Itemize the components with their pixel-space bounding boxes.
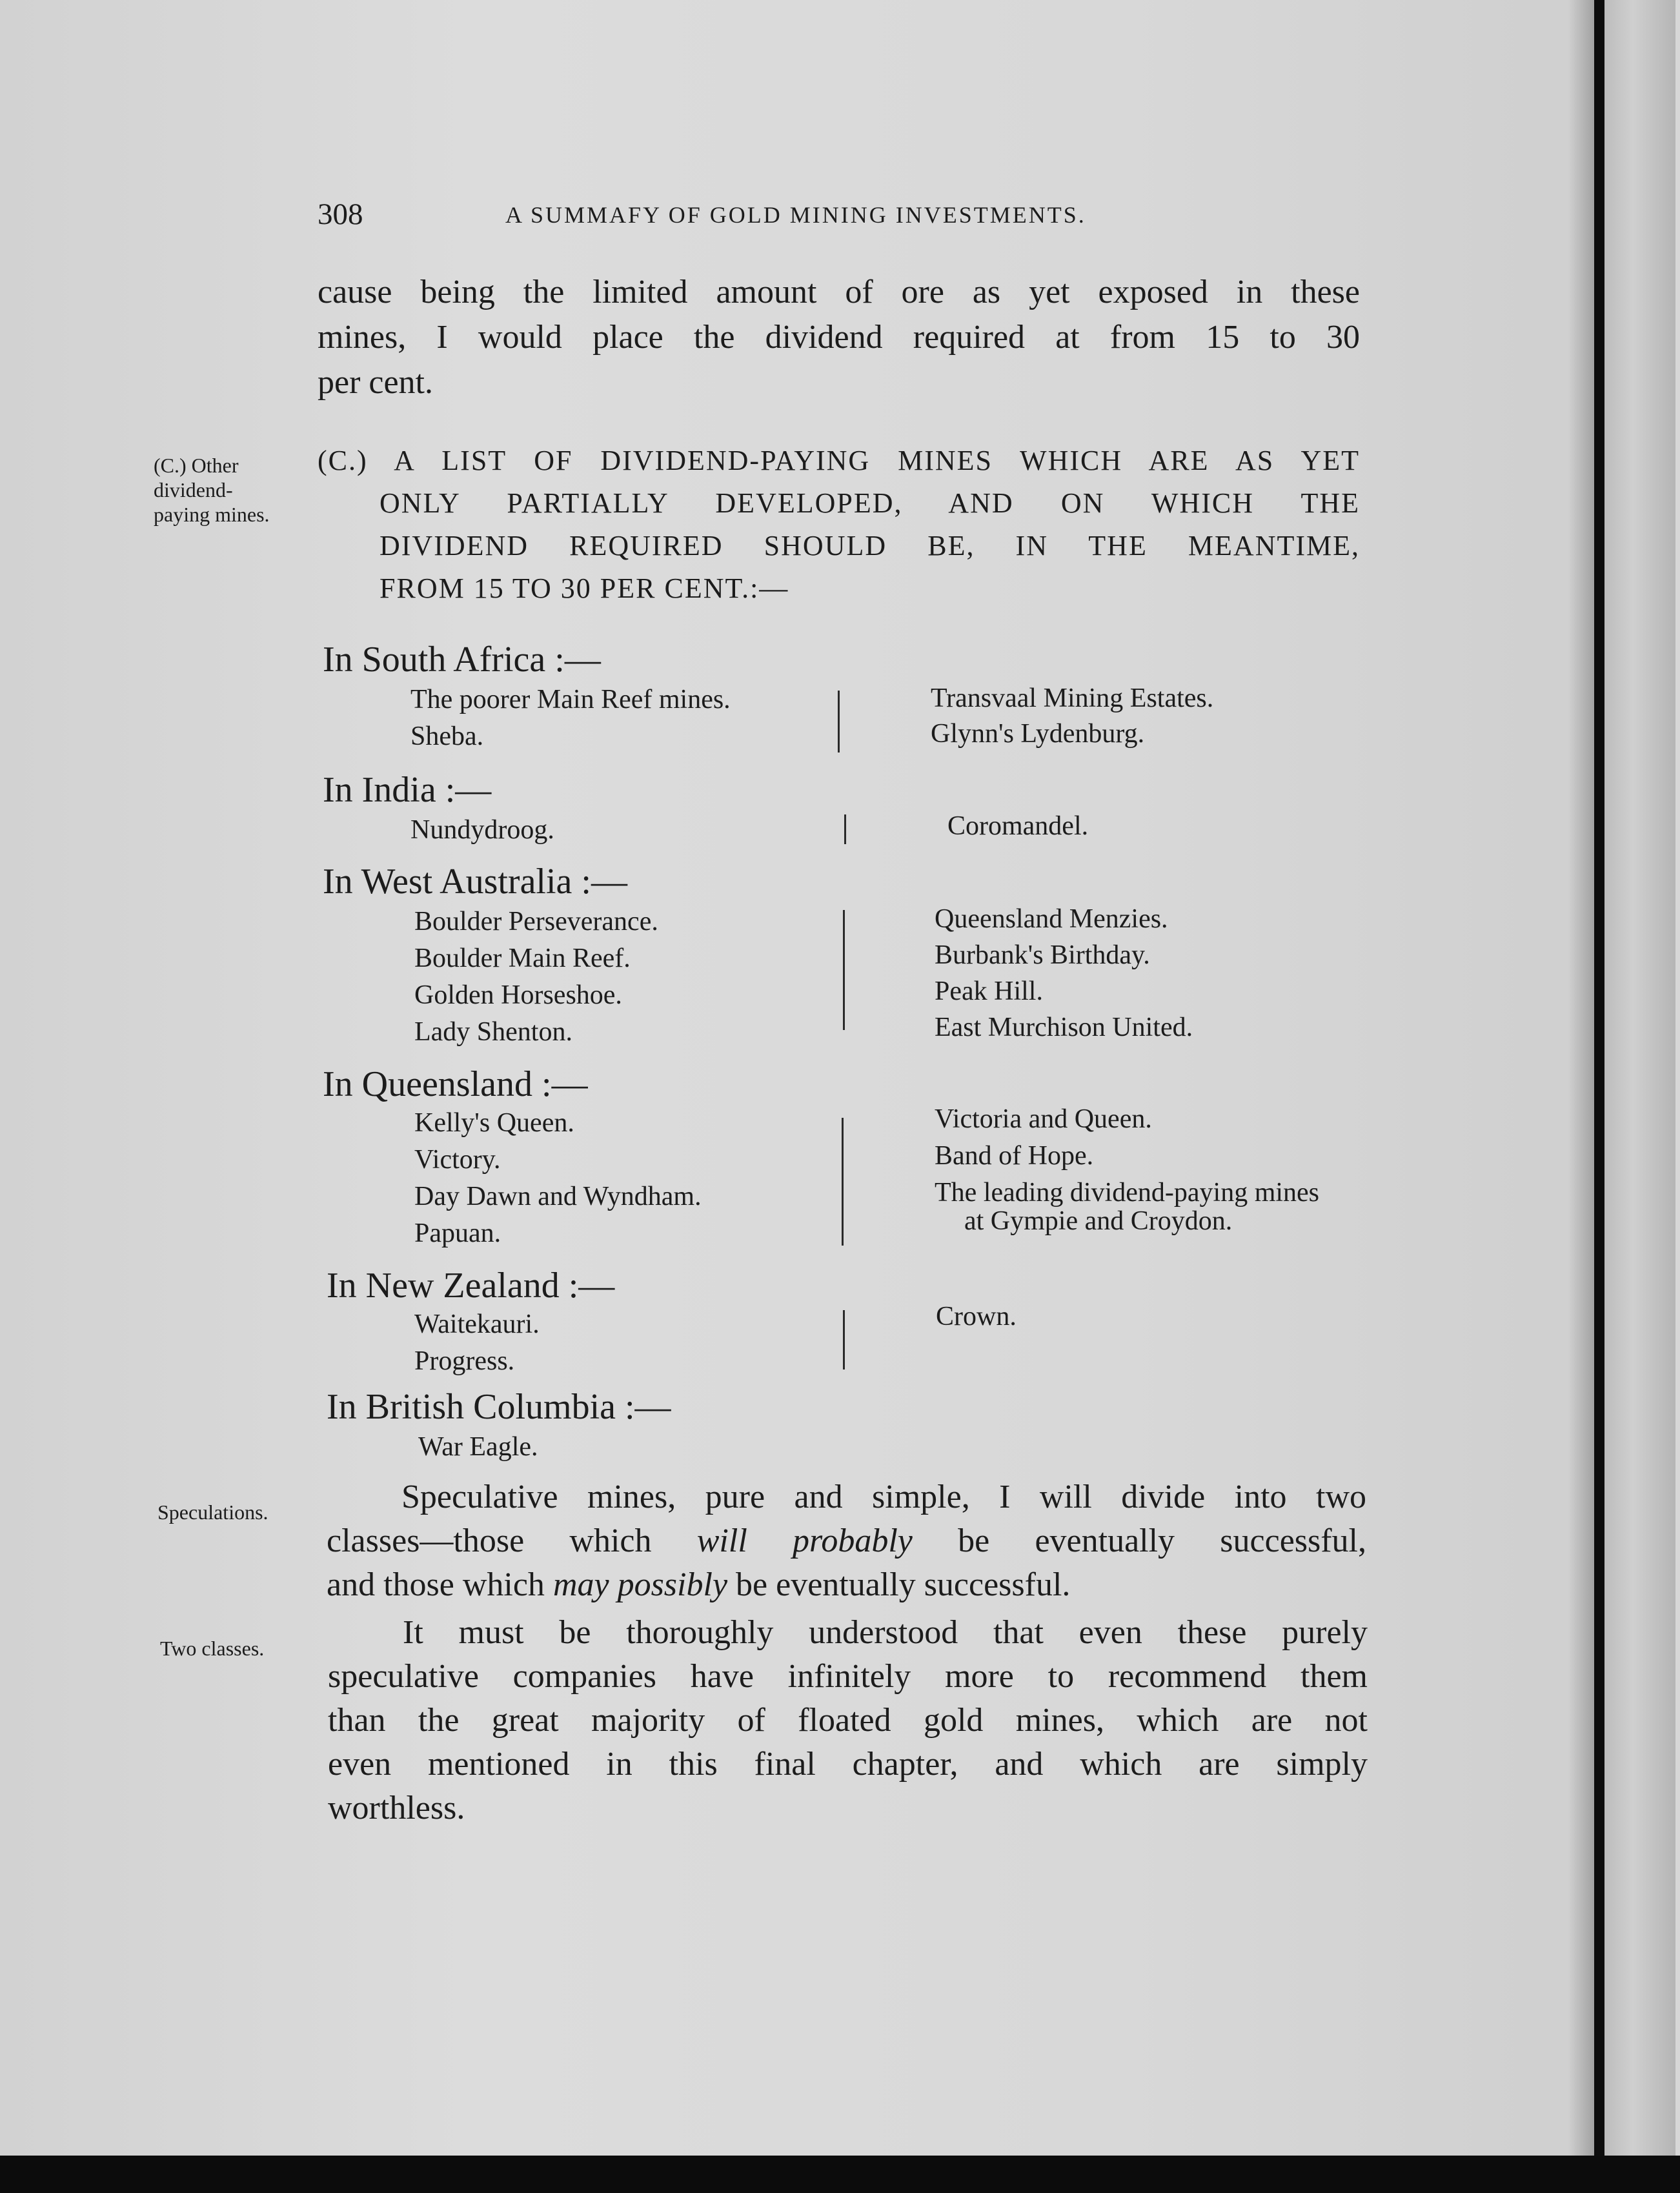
section-c-heading-line-1: (C.) A LIST OF DIVIDEND-PAYING MINES WHICH ARE AS YET	[318, 445, 1360, 476]
speculations-line-2: classes—those which will probably be eventually successful,	[327, 1522, 1367, 1559]
region-south-africa: In South Africa :—	[323, 640, 601, 680]
list-item: at Gympie and Croydon.	[964, 1206, 1233, 1236]
two-classes-line-4: even mentioned in this final chapter, and which are simply	[328, 1746, 1368, 1783]
margin-note-paying: paying mines.	[154, 503, 270, 526]
list-item: Day Dawn and Wyndham.	[414, 1182, 702, 1211]
list-item: Band of Hope.	[935, 1141, 1094, 1171]
column-divider	[838, 691, 840, 753]
list-item: Victoria and Queen.	[935, 1104, 1152, 1134]
list-item: The poorer Main Reef mines.	[410, 685, 731, 714]
margin-note-other: (C.) Other	[154, 454, 239, 477]
intro-line-2: mines, I would place the dividend required at from 15 to 30	[318, 319, 1360, 356]
column-divider	[842, 1118, 844, 1246]
margin-note-two-classes: Two classes.	[160, 1637, 265, 1660]
list-item: Boulder Perseverance.	[414, 907, 658, 936]
running-header: A SUMMAFY OF GOLD MINING INVESTMENTS.	[505, 202, 1086, 228]
speculations-line-3: and those which may possibly be eventually successful.	[327, 1566, 1071, 1603]
margin-note-dividend: dividend-	[154, 478, 233, 501]
column-divider	[843, 1310, 845, 1369]
list-item: Lady Shenton.	[414, 1017, 572, 1047]
margin-note-speculations: Speculations.	[157, 1501, 268, 1524]
region-india: In India :—	[323, 770, 492, 810]
page-gutter-shadow	[1568, 0, 1594, 2193]
list-item: Peak Hill.	[935, 976, 1043, 1006]
list-item: Burbank's Birthday.	[935, 940, 1150, 970]
list-item: Waitekauri.	[414, 1309, 540, 1339]
scan-bottom-border	[0, 2156, 1680, 2193]
speculations-line-1: Speculative mines, pure and simple, I will divide into two	[401, 1479, 1366, 1515]
section-c-heading-line-4: FROM 15 TO 30 PER CENT.:—	[380, 572, 789, 604]
list-item: Nundydroog.	[410, 815, 554, 845]
list-item: Glynn's Lydenburg.	[931, 719, 1145, 749]
two-classes-line-3: than the great majority of floated gold mines, which are not	[328, 1702, 1368, 1739]
column-divider	[844, 814, 846, 844]
list-item: Golden Horseshoe.	[414, 980, 622, 1010]
page-number: 308	[318, 197, 363, 231]
region-west-australia: In West Australia :—	[323, 862, 627, 902]
list-item: Boulder Main Reef.	[414, 944, 631, 973]
list-item: Kelly's Queen.	[414, 1108, 574, 1138]
region-queensland: In Queensland :—	[323, 1064, 588, 1104]
list-item: Crown.	[936, 1302, 1017, 1331]
section-c-heading-line-2: ONLY PARTIALLY DEVELOPED, AND ON WHICH THE	[380, 487, 1360, 519]
list-item: Sheba.	[410, 722, 484, 751]
list-item: Transvaal Mining Estates.	[931, 683, 1214, 713]
two-classes-line-2: speculative companies have infinitely more to recommend them	[328, 1658, 1368, 1695]
intro-line-3: per cent.	[318, 364, 434, 401]
list-item: Queensland Menzies.	[935, 904, 1168, 934]
two-classes-line-1: It must be thoroughly understood that even these purely	[403, 1614, 1368, 1651]
two-classes-line-5: worthless.	[328, 1790, 465, 1826]
list-item: War Eagle.	[418, 1432, 538, 1462]
book-spine	[1594, 0, 1604, 2193]
column-divider	[843, 910, 845, 1030]
intro-line-1: cause being the limited amount of ore as yet exposed in these	[318, 274, 1360, 310]
list-item: Coromandel.	[947, 811, 1089, 841]
next-page-edge	[1604, 0, 1675, 2193]
list-item: East Murchison United.	[935, 1013, 1193, 1042]
list-item: Victory.	[414, 1145, 501, 1175]
section-c-heading-line-3: DIVIDEND REQUIRED SHOULD BE, IN THE MEANTIME,	[380, 530, 1360, 561]
list-item: The leading dividend-paying mines	[935, 1178, 1320, 1208]
list-item: Papuan.	[414, 1218, 501, 1248]
region-new-zealand: In New Zealand :—	[327, 1266, 615, 1306]
list-item: Progress.	[414, 1346, 515, 1376]
region-british-columbia: In British Columbia :—	[327, 1387, 671, 1427]
